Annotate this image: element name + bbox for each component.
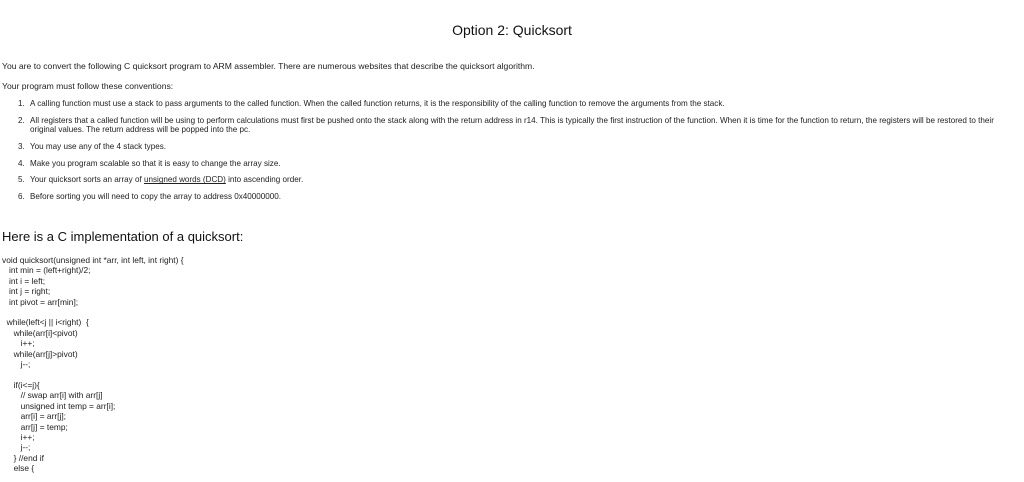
code-line: j--; [2,442,31,453]
code-line [2,307,184,317]
code-line: i++; [2,431,35,442]
convention-item [18,175,1020,184]
code-line: arr[i] = arr[j]; [2,411,66,422]
unsigned-words-link[interactable]: unsigned words (DCD) [143,175,226,185]
code-line: arr[j] = temp; [2,421,68,432]
code-line: int j = right; [2,286,51,297]
code-line: } //end if [2,452,44,463]
conventions-label: Your program must follow these conventions: [2,81,174,91]
conventions-list [18,99,1020,209]
code-heading: Here is a C implementation of a quicksort: [2,229,244,244]
code-line [2,369,184,379]
convention-number: 3. [18,141,25,151]
code-line: // swap arr[i] with arr[j] [2,390,103,401]
convention-item [18,159,1020,168]
convention-number: 1. [18,99,25,108]
convention-text-post: into ascending order. [225,175,304,185]
convention-text: Before sorting you will need to copy the array to address 0x40000000. [30,191,282,201]
code-line: while(arr[j]>pivot) [2,348,78,359]
convention-number: 5. [18,175,25,185]
convention-text-pre: Your quicksort sorts an array of [30,175,144,185]
code-line: j--; [2,359,31,370]
convention-item [18,116,1020,135]
convention-item [18,99,1020,108]
code-line: void quicksort(unsigned int *arr, int left, int right) { [2,255,184,265]
code-line: while(arr[i]<pivot) [2,327,78,338]
convention-number: 6. [18,191,25,201]
convention-text: Make you program scalable so that it is easy to change the array size. [30,158,281,168]
convention-item [18,142,1020,151]
code-block [2,255,184,474]
code-line: if(i<=j){ [2,379,40,390]
code-line: while(left<j || i<right) { [2,317,89,328]
convention-text [30,175,1020,184]
convention-text: You may use any of the 4 stack types. [30,141,167,151]
convention-text: A calling function must use a stack to pass arguments to the called function. When the called function returns, it is the responsibility of the calling function to remove the arguments from the stack. [30,99,725,108]
document-title: Option 2: Quicksort [452,22,572,38]
code-line: int pivot = arr[min]; [2,296,79,307]
intro-paragraph: You are to convert the following C quicksort program to ARM assembler. There are numerous websites that describe the quicksort algorithm. [2,61,535,71]
code-line: i++; [2,338,35,349]
code-line: else { [2,463,35,474]
convention-text: All registers that a called function will be using to perform calculations must first be pushed onto the stack along with the return address in r14. This is typically the first instruction of the function. When it is time for the function to return, the registers will be restored to their original values. The return address will be popped into the pc. [30,115,994,135]
code-line: int i = left; [2,275,46,286]
convention-item [18,192,1020,201]
convention-number: 4. [18,158,25,168]
code-line: int min = (left+right)/2; [2,265,91,276]
code-line: unsigned int temp = arr[i]; [2,400,116,411]
convention-number: 2. [18,115,25,125]
